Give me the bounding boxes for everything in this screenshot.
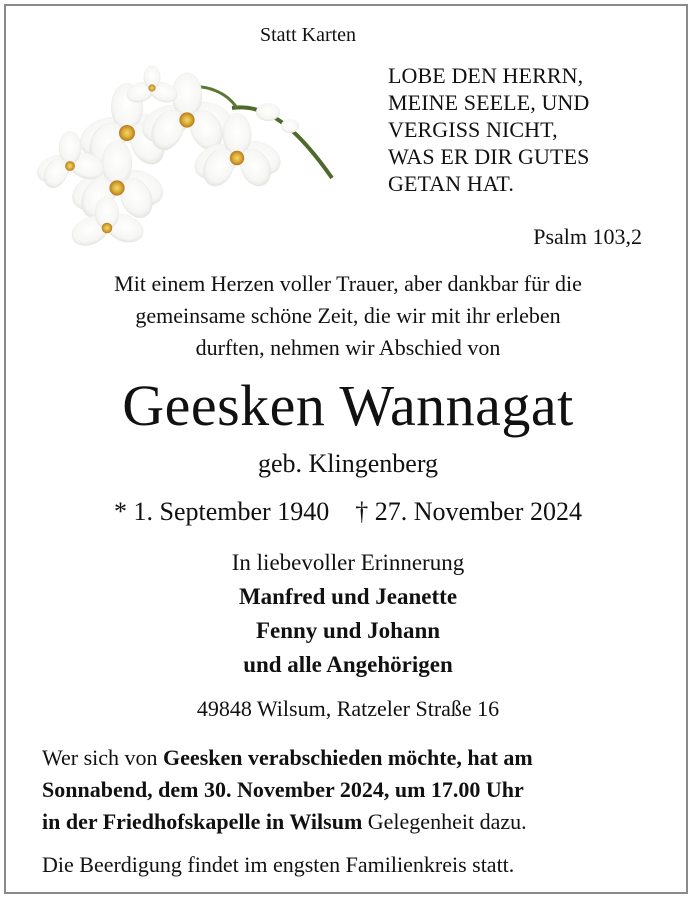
header-title bbox=[6, 24, 690, 47]
intro-line: durften, nehmen wir Abschied von bbox=[195, 335, 501, 360]
obituary-card bbox=[4, 4, 688, 894]
mourners-block bbox=[6, 546, 690, 682]
verse-reference: Psalm 103,2 bbox=[533, 224, 642, 249]
orchid-flowers-icon bbox=[32, 48, 342, 253]
farewell-text: Gelegenheit dazu. bbox=[362, 809, 527, 834]
verse-line: MEINE SEELE, UND bbox=[388, 90, 590, 115]
farewell-bold-text: in der Friedhofskapelle in Wilsum bbox=[42, 809, 363, 834]
address: 49848 Wilsum, Ratzeler Straße 16 bbox=[196, 696, 500, 721]
farewell-bold-text: Geesken verabschieden möchte, hat am bbox=[163, 745, 533, 770]
mourner-line: und alle Angehörigen bbox=[243, 652, 453, 677]
verse-line: VERGISS NICHT, bbox=[388, 117, 558, 142]
farewell-notice bbox=[42, 742, 662, 838]
birth-date: * 1. September 1940 bbox=[114, 497, 330, 526]
farewell-bold-text: Sonnabend, dem 30. November 2024, um 17.00 Uhr bbox=[42, 777, 524, 802]
death-date: † 27. November 2024 bbox=[355, 497, 582, 526]
farewell-text: Wer sich von bbox=[42, 745, 164, 770]
farewell-line-3 bbox=[42, 806, 662, 838]
intro-text bbox=[6, 268, 690, 364]
mourner-line: Fenny und Johann bbox=[255, 618, 441, 643]
bible-verse bbox=[388, 62, 658, 197]
verse-line: WAS ER DIR GUTES bbox=[388, 144, 590, 169]
intro-line: Mit einem Herzen voller Trauer, aber dankbar für die bbox=[114, 271, 582, 296]
farewell-line-1 bbox=[42, 742, 662, 774]
verse-line: GETAN HAT. bbox=[388, 171, 514, 196]
farewell-line-2 bbox=[42, 774, 662, 806]
statt-karten-label: Statt Karten bbox=[259, 24, 357, 46]
life-dates bbox=[6, 494, 690, 530]
mourner-line: Manfred und Jeanette bbox=[238, 584, 458, 609]
intro-line: gemeinsame schöne Zeit, die wir mit ihr erleben bbox=[135, 303, 561, 328]
birth-name: geb. Klingenberg bbox=[257, 449, 439, 478]
verse-line: LOBE DEN HERRN, bbox=[388, 63, 584, 88]
memory-intro: In liebevoller Erinnerung bbox=[231, 550, 465, 575]
deceased-name: Geesken Wannagat bbox=[122, 373, 574, 438]
funeral-notice: Die Beerdigung findet im engsten Familienkreis statt. bbox=[42, 852, 515, 877]
